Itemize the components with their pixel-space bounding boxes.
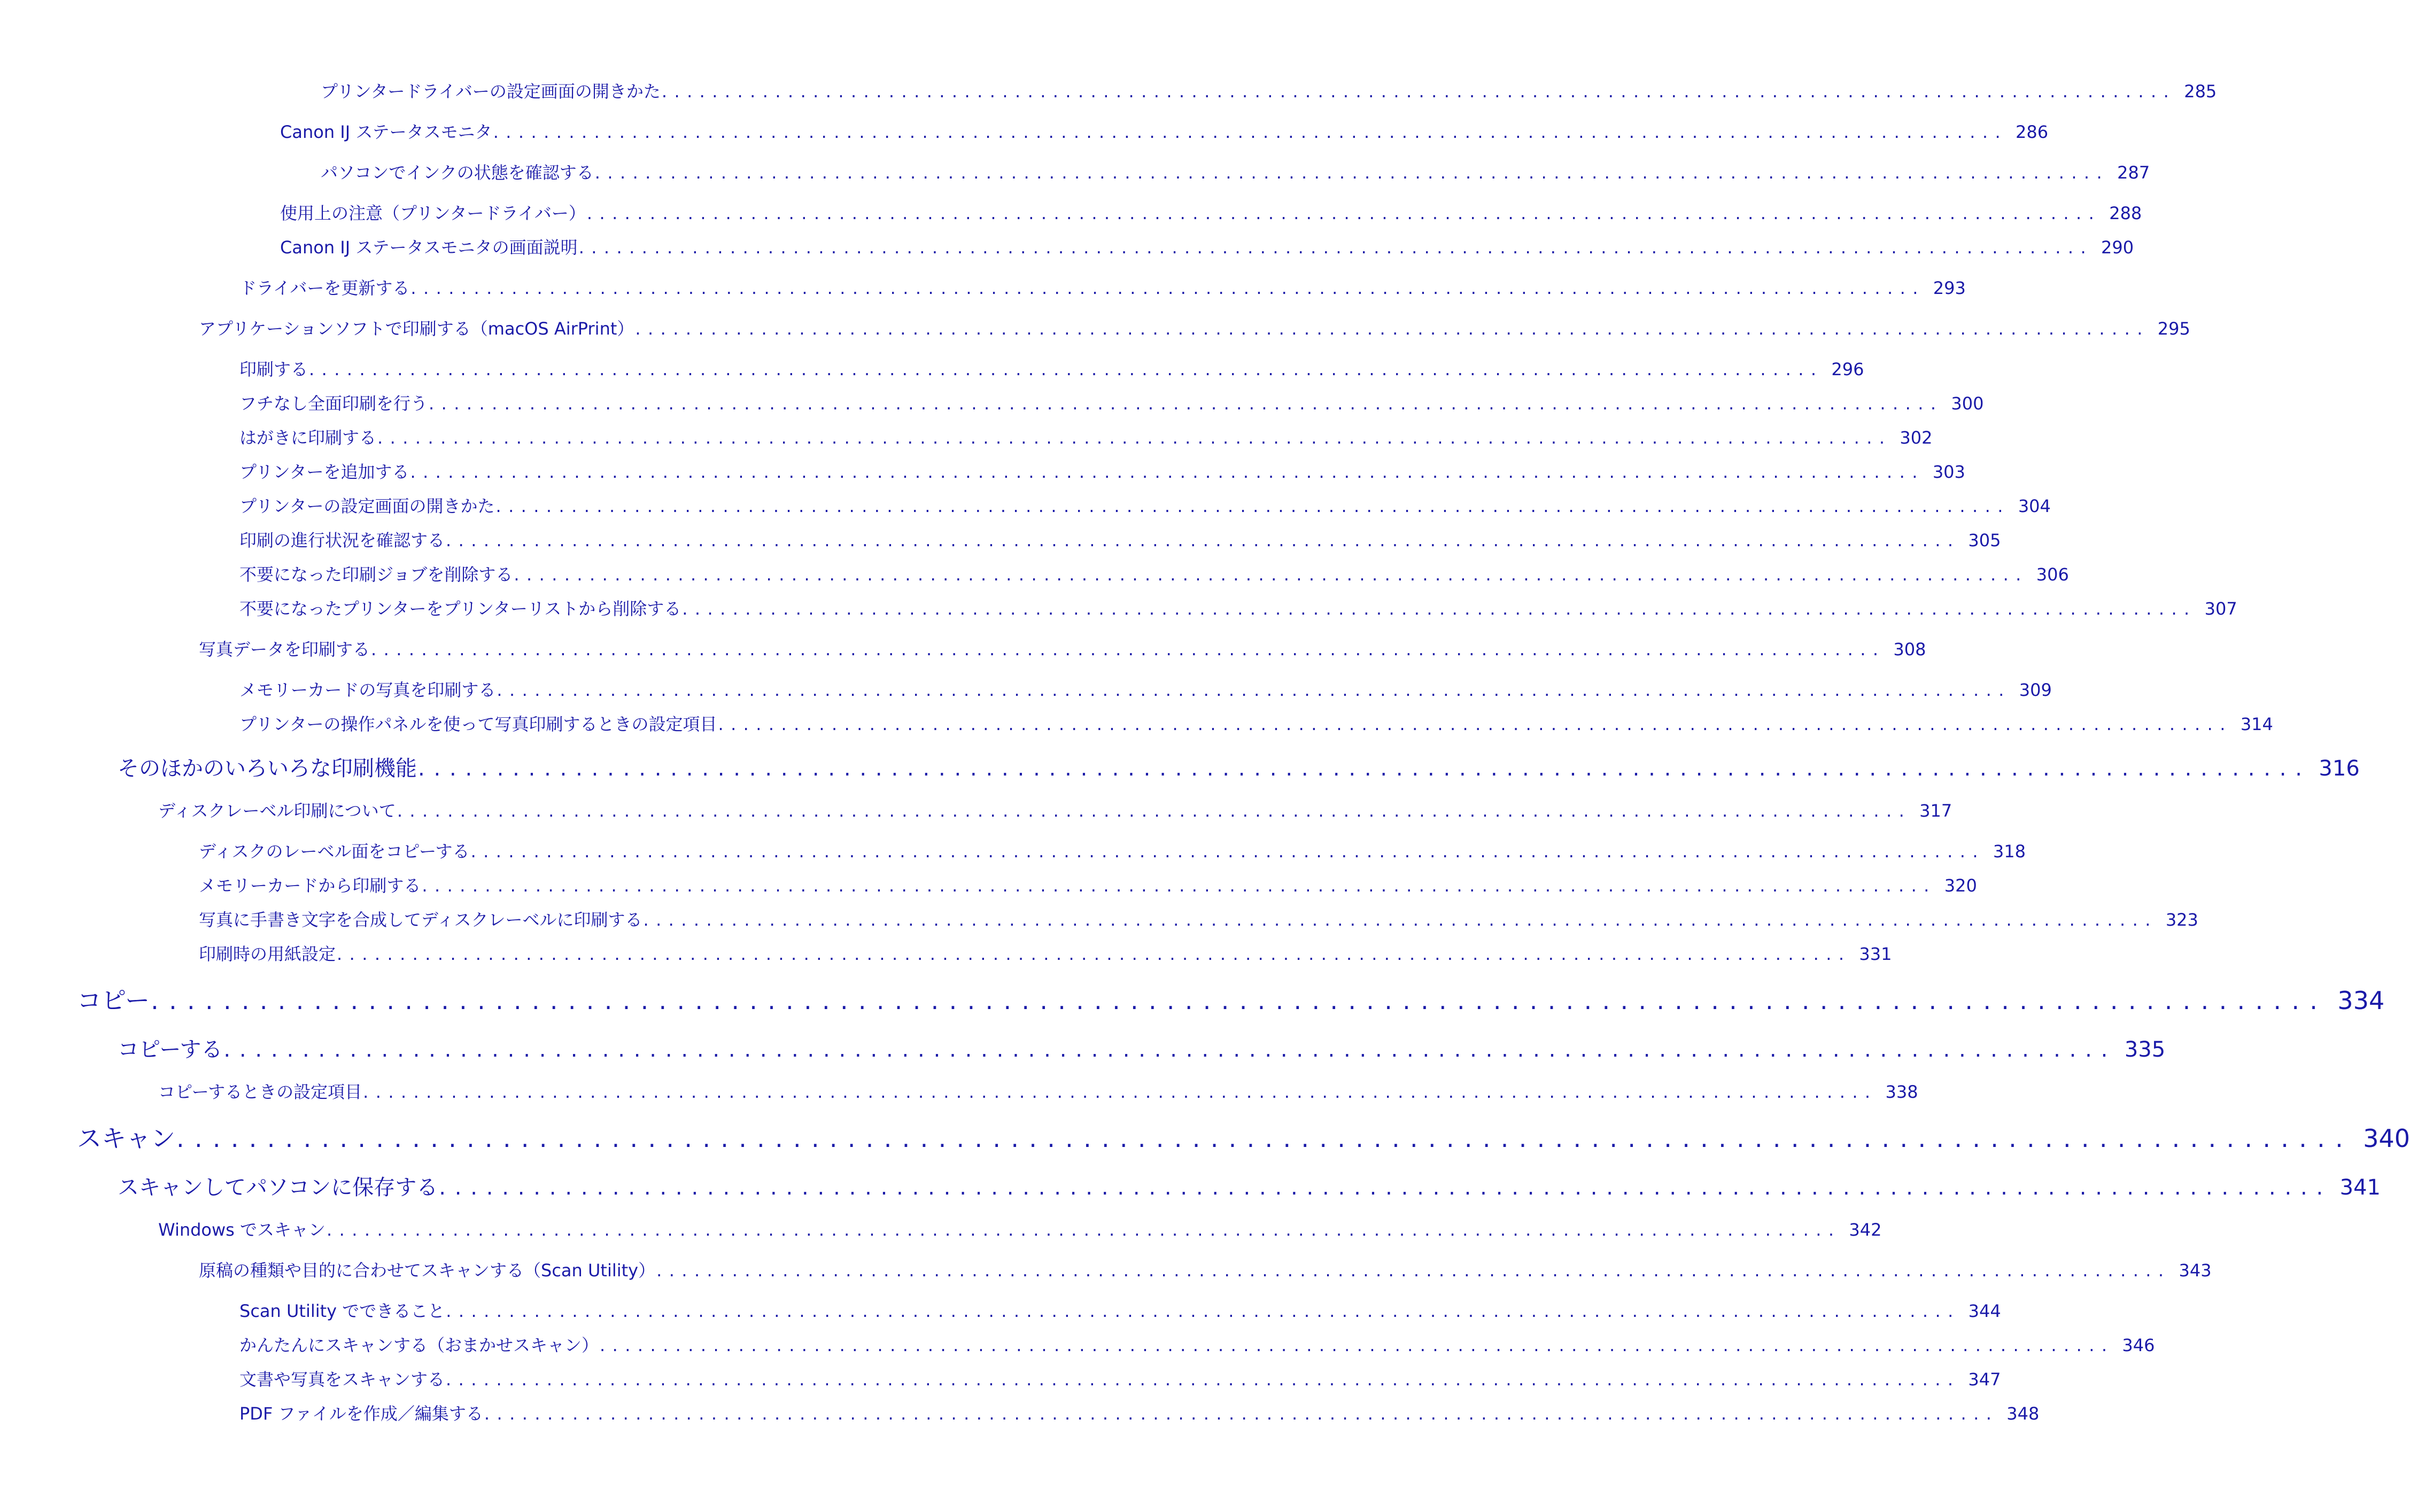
toc-entry-page: 308 bbox=[1893, 639, 1926, 660]
toc-entry-title: 印刷の進行状況を確認する bbox=[239, 530, 445, 550]
toc-leader-dots: ........................................................................................................................ bbox=[718, 714, 2233, 734]
toc-entry-title: PDF ファイルを作成／編集する bbox=[239, 1404, 483, 1424]
toc-leader-dots: ........................................................................................................................ bbox=[327, 1220, 1841, 1240]
toc-entry[interactable] bbox=[199, 941, 1892, 965]
toc-entry-page: 348 bbox=[2006, 1404, 2040, 1424]
toc-entry[interactable] bbox=[239, 677, 2052, 701]
toc-entry[interactable] bbox=[280, 119, 2049, 143]
toc-leader-dots: ........................................................................................................................ bbox=[422, 875, 1936, 896]
toc-entry-page: 340 bbox=[2363, 1124, 2410, 1153]
toc-leader-dots: ........................................................................................................................ bbox=[397, 801, 1912, 821]
toc-entry[interactable] bbox=[239, 1298, 2001, 1322]
toc-entry-page: 300 bbox=[1951, 393, 1984, 414]
toc-entry[interactable] bbox=[239, 561, 2069, 586]
toc-entry[interactable] bbox=[199, 636, 1926, 661]
toc-leader-dots: ........................................................................................................................ bbox=[497, 680, 2011, 700]
toc-entry-title: Windows でスキャン bbox=[158, 1220, 326, 1240]
toc-entry[interactable] bbox=[239, 1332, 2155, 1356]
toc-leader-dots: ........................................................................................................................ bbox=[643, 910, 2158, 930]
toc-entry[interactable] bbox=[158, 797, 1952, 822]
toc-entry[interactable] bbox=[158, 1216, 1882, 1241]
toc-entry-page: 347 bbox=[1968, 1369, 2001, 1390]
toc-entry[interactable] bbox=[118, 1170, 2381, 1201]
toc-entry[interactable] bbox=[280, 200, 2142, 224]
toc-entry[interactable] bbox=[199, 315, 2190, 340]
toc-entry-title: かんたんにスキャンする（おまかせスキャン） bbox=[239, 1335, 599, 1355]
toc-leader-dots: ........................................................................................................................ bbox=[439, 1175, 2332, 1200]
toc-entry[interactable] bbox=[118, 751, 2360, 782]
toc-entry[interactable] bbox=[239, 711, 2273, 735]
toc-entry-title: Canon IJ ステータスモニタ bbox=[280, 122, 492, 142]
toc-leader-dots: ........................................................................................................................ bbox=[635, 319, 2150, 339]
toc-entry[interactable] bbox=[321, 159, 2150, 184]
toc-entry-page: 295 bbox=[2157, 319, 2190, 339]
toc-entry-title: そのほかのいろいろな印刷機能 bbox=[118, 756, 417, 781]
toc-leader-dots: ........................................................................................................................ bbox=[594, 162, 2110, 183]
toc-entry-title: 使用上の注意（プリンタードライバー） bbox=[280, 203, 586, 223]
toc-entry-title: プリンターの設定画面の開きかた bbox=[239, 496, 495, 516]
toc-entry[interactable] bbox=[239, 275, 1966, 299]
toc-leader-dots: ........................................................................................................................ bbox=[446, 1369, 1960, 1390]
toc-entry-page: 317 bbox=[1919, 801, 1952, 821]
toc-entry[interactable] bbox=[239, 493, 2051, 517]
toc-entry-page: 316 bbox=[2319, 756, 2360, 781]
toc-leader-dots: ........................................................................................................................ bbox=[377, 428, 1892, 448]
toc-entry[interactable] bbox=[118, 1033, 2166, 1063]
toc-leader-dots: ........................................................................................................................ bbox=[446, 1301, 1960, 1321]
toc-entry-page: 314 bbox=[2240, 714, 2273, 734]
toc-leader-dots: ........................................................................................................................ bbox=[309, 359, 1824, 379]
toc-entry-title: プリンターを追加する bbox=[239, 462, 409, 482]
toc-entry[interactable] bbox=[199, 872, 1977, 897]
toc-entry-title: 文書や写真をスキャンする bbox=[239, 1369, 445, 1390]
toc-entry-page: 302 bbox=[1900, 428, 1933, 448]
toc-leader-dots: ........................................................................................................................ bbox=[410, 278, 1925, 298]
toc-entry-page: 306 bbox=[2036, 564, 2069, 585]
toc-leader-dots: ........................................................................................................................ bbox=[493, 122, 2008, 142]
toc-entry[interactable] bbox=[321, 78, 2217, 103]
toc-entry[interactable] bbox=[158, 1079, 1918, 1103]
toc-entry-page: 304 bbox=[2018, 496, 2051, 516]
toc-entry-page: 307 bbox=[2204, 599, 2237, 619]
toc-leader-dots: ........................................................................................................................ bbox=[470, 841, 1985, 862]
toc-entry-page: 293 bbox=[1933, 278, 1966, 298]
toc-leader-dots: ........................................................................................................................ bbox=[682, 599, 2197, 619]
toc-entry[interactable] bbox=[280, 234, 2134, 259]
toc-leader-dots: ........................................................................................................................ bbox=[586, 203, 2102, 223]
toc-leader-dots: ........................................................................................................................ bbox=[578, 237, 2094, 258]
toc-entry-page: 323 bbox=[2165, 910, 2198, 930]
toc-leader-dots: ........................................................................................................................ bbox=[446, 530, 1960, 550]
toc-leader-dots: ........................................................................................................................ bbox=[151, 986, 2328, 1015]
toc-entry-page: 341 bbox=[2339, 1175, 2381, 1200]
toc-leader-dots: ........................................................................................................................ bbox=[600, 1335, 2114, 1355]
toc-entry-title: メモリーカードから印刷する bbox=[199, 875, 421, 896]
toc-entry-title: 印刷時の用紙設定 bbox=[199, 944, 336, 964]
toc-entry-page: 287 bbox=[2117, 162, 2150, 183]
toc-entry-title: 不要になった印刷ジョブを削除する bbox=[239, 564, 513, 585]
toc-entry-title: ディスクレーベル印刷について bbox=[158, 801, 396, 821]
toc-entry-title: アプリケーションソフトで印刷する（macOS AirPrint） bbox=[199, 319, 634, 339]
toc-entry-page: 334 bbox=[2337, 986, 2385, 1015]
toc-leader-dots: ........................................................................................................................ bbox=[514, 564, 2028, 585]
toc-entry-title: スキャン bbox=[77, 1124, 175, 1153]
toc-entry-title: スキャンしてパソコンに保存する bbox=[118, 1175, 438, 1200]
toc-entry-page: 335 bbox=[2124, 1037, 2166, 1062]
toc-entry-page: 318 bbox=[1993, 841, 2026, 862]
toc-leader-dots: ........................................................................................................................ bbox=[661, 81, 2176, 102]
toc-entry-page: 288 bbox=[2109, 203, 2142, 223]
toc-leader-dots: ........................................................................................................................ bbox=[495, 496, 2010, 516]
toc-chapter[interactable] bbox=[77, 1119, 2410, 1154]
toc-entry[interactable] bbox=[239, 527, 2001, 552]
toc-entry[interactable] bbox=[239, 1400, 2040, 1425]
toc-leader-dots: ........................................................................................................................ bbox=[363, 1082, 1878, 1102]
toc-entry[interactable] bbox=[199, 1257, 2212, 1282]
toc-entry-title: Scan Utility でできること bbox=[239, 1301, 445, 1321]
toc-entry-page: 331 bbox=[1859, 944, 1892, 964]
toc-entry-title: ディスクのレーベル面をコピーする bbox=[199, 841, 470, 862]
toc-entry-title: メモリーカードの写真を印刷する bbox=[239, 680, 496, 700]
toc-entry-title: ドライバーを更新する bbox=[239, 278, 410, 298]
toc-entry-title: 原稿の種類や目的に合わせてスキャンする（Scan Utility） bbox=[199, 1260, 656, 1281]
toc-entry-title: はがきに印刷する bbox=[239, 428, 377, 448]
toc-entry-title: コピーするときの設定項目 bbox=[158, 1082, 362, 1102]
toc-entry[interactable] bbox=[239, 390, 1984, 415]
toc-entry-page: 309 bbox=[2019, 680, 2052, 700]
toc-leader-dots: ........................................................................................................................ bbox=[418, 756, 2311, 781]
toc-entry-title: Canon IJ ステータスモニタの画面説明 bbox=[280, 237, 578, 258]
toc-entry-title: 写真データを印刷する bbox=[199, 639, 370, 660]
toc-leader-dots: ........................................................................................................................ bbox=[371, 639, 1886, 660]
toc-entry-page: 338 bbox=[1885, 1082, 1918, 1102]
toc-entry[interactable] bbox=[239, 356, 1864, 381]
toc-entry-page: 286 bbox=[2016, 122, 2049, 142]
toc-leader-dots: ........................................................................................................................ bbox=[337, 944, 1851, 964]
toc-entry-title: プリンタードライバーの設定画面の開きかた bbox=[321, 81, 661, 102]
toc-entry[interactable] bbox=[239, 595, 2237, 620]
toc-leader-dots: ........................................................................................................................ bbox=[484, 1404, 1999, 1424]
toc-entry-title: パソコンでインクの状態を確認する bbox=[321, 162, 594, 183]
toc-leader-dots: ........................................................................................................................ bbox=[223, 1037, 2117, 1062]
toc-entry-title: フチなし全面印刷を行う bbox=[239, 393, 428, 414]
toc-entry-page: 344 bbox=[1968, 1301, 2001, 1321]
toc-entry[interactable] bbox=[239, 1366, 2001, 1391]
toc-entry-title: 写真に手書き文字を合成してディスクレーベルに印刷する bbox=[199, 910, 642, 930]
toc-leader-dots: ........................................................................................................................ bbox=[410, 462, 1925, 482]
toc-entry-title: 不要になったプリンターをプリンターリストから削除する bbox=[239, 599, 681, 619]
toc-entry-page: 342 bbox=[1849, 1220, 1882, 1240]
toc-entry-page: 305 bbox=[1968, 530, 2001, 550]
toc-chapter[interactable] bbox=[77, 981, 2385, 1017]
toc-entry-page: 290 bbox=[2101, 237, 2134, 258]
toc-entry[interactable] bbox=[239, 424, 1933, 449]
toc-entry[interactable] bbox=[199, 838, 2026, 863]
toc-entry-page: 320 bbox=[1944, 875, 1977, 896]
toc-entry[interactable] bbox=[199, 906, 2198, 931]
toc-entry-title: コピーする bbox=[118, 1037, 223, 1062]
toc-leader-dots: ........................................................................................................................ bbox=[176, 1124, 2354, 1153]
toc-entry[interactable] bbox=[239, 459, 1965, 483]
toc-entry-page: 343 bbox=[2179, 1260, 2212, 1281]
toc-entry-title: プリンターの操作パネルを使って写真印刷するときの設定項目 bbox=[239, 714, 717, 734]
toc-entry-page: 303 bbox=[1932, 462, 1965, 482]
toc-entry-title: 印刷する bbox=[239, 359, 308, 379]
toc-entry-title: コピー bbox=[77, 986, 150, 1015]
toc-entry-page: 285 bbox=[2184, 81, 2217, 102]
toc-leader-dots: ........................................................................................................................ bbox=[656, 1260, 2171, 1281]
toc-entry-page: 296 bbox=[1831, 359, 1864, 379]
toc-leader-dots: ........................................................................................................................ bbox=[429, 393, 1943, 414]
toc-entry-page: 346 bbox=[2122, 1335, 2155, 1355]
